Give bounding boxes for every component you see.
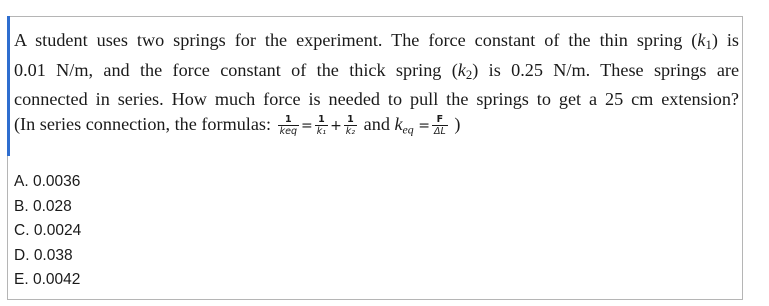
choice-c[interactable]: C. 0.0024 xyxy=(14,222,82,239)
k2-symbol: $k_2$ xyxy=(457,59,473,82)
question-line-1: A student uses two springs for the experiment. The force constant of the thin spring $(k_1)$ is xyxy=(14,30,740,53)
choice-d[interactable]: D. 0.038 xyxy=(14,246,73,264)
accent-bar xyxy=(7,16,10,156)
choice-b[interactable]: B. 0.028 xyxy=(14,197,72,215)
choice-a[interactable]: A. 0.0036 xyxy=(14,173,81,190)
fraction-f-over-delta-l: $\frac{F}{\Delta L}$ xyxy=(434,114,446,138)
fraction-1-over-k1: $\frac{1}{\text{k₁}}$ xyxy=(316,114,327,138)
question-line-4: (In series connection, the formulas: $\frac{1}{\text{keq}}$ = $\frac{1}{\text{k₁}}$ + $\frac{1}{\text{k₂}}$ and $k_{eq}$ = $\frac{F}{\Delta L}$ ) xyxy=(14,113,461,138)
k1-symbol: $k_1$ xyxy=(697,30,712,53)
fraction-1-over-keq: $\frac{1}{\text{keq}}$ xyxy=(279,114,298,138)
fraction-1-over-k2: $\frac{1}{\text{k₂}}$ xyxy=(345,114,356,138)
answer-choices xyxy=(14,170,81,293)
question-text xyxy=(14,28,739,141)
question-line-3: connected in series. How much force is needed to pull the springs to get a 25 cm extension? xyxy=(14,89,739,110)
keq-symbol: $k_{eq}$ xyxy=(394,113,414,137)
choice-e[interactable]: E. 0.0042 xyxy=(14,271,81,288)
question-line-2: 0.01 N/m, and the force constant of the thick spring $(k_2)$ is 0.25 N/m. These springs are xyxy=(14,59,740,82)
